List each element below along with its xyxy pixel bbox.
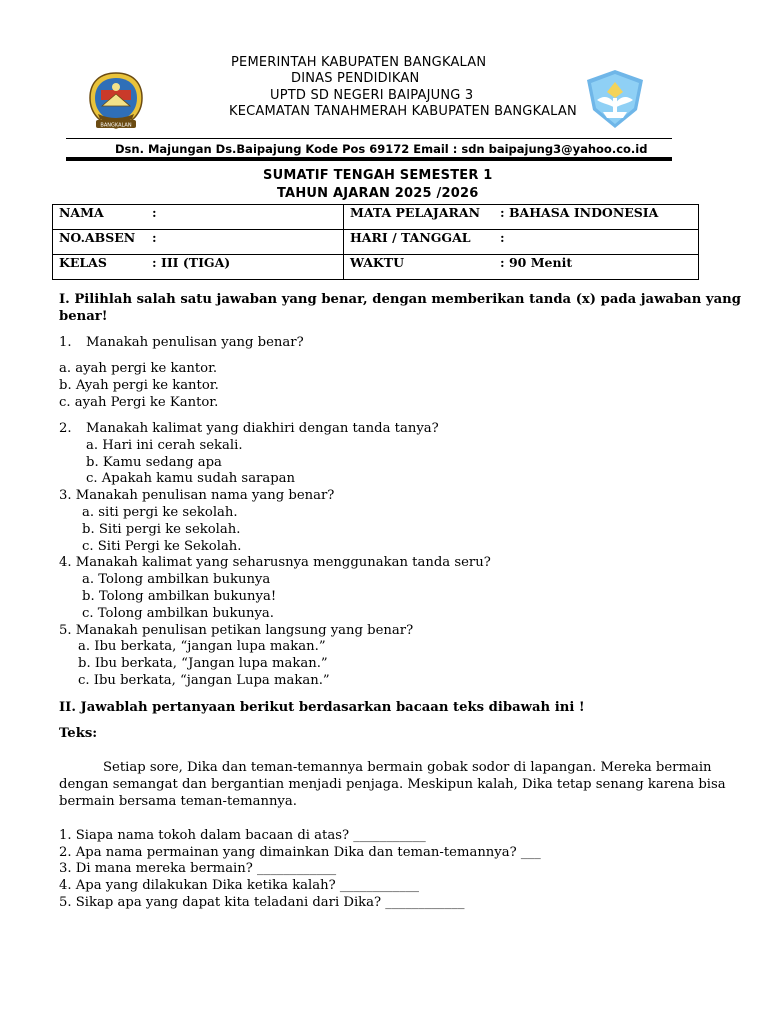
date-value: : bbox=[500, 230, 505, 245]
tut-wuri-handayani-logo bbox=[583, 68, 647, 130]
q5-option-a[interactable]: a. Ibu berkata, “jangan lupa makan.” bbox=[78, 639, 326, 654]
q2-number: 2. bbox=[59, 421, 72, 436]
q2-text: Manakah kalimat yang diakhiri dengan tanda tanya? bbox=[86, 421, 439, 436]
time-value: : 90 Menit bbox=[500, 255, 573, 270]
q1-option-c[interactable]: c. ayah Pergi ke Kantor. bbox=[59, 395, 219, 410]
time-label: WAKTU bbox=[350, 255, 405, 270]
q3-option-a[interactable]: a. siti pergi ke sekolah. bbox=[82, 505, 238, 520]
q2-option-a[interactable]: a. Hari ini cerah sekali. bbox=[86, 438, 243, 453]
header-divider-thick bbox=[66, 157, 672, 161]
letterhead-district: KECAMATAN TANAHMERAH KABUPATEN BANGKALAN bbox=[229, 104, 577, 119]
q1-number: 1. bbox=[59, 335, 72, 350]
table-row bbox=[53, 205, 699, 230]
exam-title: SUMATIF TENGAH SEMESTER 1 bbox=[263, 168, 493, 183]
table-row bbox=[53, 255, 699, 280]
q4-option-b[interactable]: b. Tolong ambilkan bukunya! bbox=[82, 589, 277, 604]
name-label: NAMA bbox=[59, 205, 104, 220]
subject-cell bbox=[344, 205, 699, 230]
q2-option-b[interactable]: b. Kamu sedang apa bbox=[86, 455, 222, 470]
essay-question-4: 4. Apa yang dilakukan Dika ketika kalah? ____________ bbox=[59, 878, 420, 893]
q5-option-c[interactable]: c. Ibu berkata, “jangan Lupa makan.” bbox=[78, 673, 330, 688]
table-row bbox=[53, 230, 699, 255]
class-value: : III (TIGA) bbox=[152, 255, 231, 270]
logo-label: BANGKALAN bbox=[100, 122, 132, 129]
essay-question-2: 2. Apa nama permainan yang dimainkan Dika dan teman-temannya? ___ bbox=[59, 845, 541, 860]
q1-text: Manakah penulisan yang benar? bbox=[86, 335, 304, 350]
section1-instruction: I. Pilihlah salah satu jawaban yang benar, dengan memberikan tanda (x) pada jawaban yang bbox=[59, 292, 741, 307]
bangkalan-regency-logo bbox=[86, 70, 146, 132]
q4-text: 4. Manakah kalimat yang seharusnya menggunakan tanda seru? bbox=[59, 555, 491, 570]
passage-line: Setiap sore, Dika dan teman-temannya bermain gobak sodor di lapangan. Mereka bermain bbox=[103, 760, 712, 775]
date-cell[interactable] bbox=[344, 230, 699, 255]
passage-line: bermain bersama teman-temannya. bbox=[59, 794, 297, 809]
subject-value: : BAHASA INDONESIA bbox=[500, 205, 659, 220]
section1-instruction-cont: benar! bbox=[59, 309, 108, 324]
q5-text: 5. Manakah penulisan petikan langsung yang benar? bbox=[59, 623, 414, 638]
time-cell bbox=[344, 255, 699, 280]
exam-year: TAHUN AJARAN 2025 /2026 bbox=[277, 186, 479, 201]
q4-option-c[interactable]: c. Tolong ambilkan bukunya. bbox=[82, 606, 274, 621]
student-info-table bbox=[52, 204, 699, 280]
q3-text: 3. Manakah penulisan nama yang benar? bbox=[59, 488, 335, 503]
letterhead-school: UPTD SD NEGERI BAIPAJUNG 3 bbox=[270, 88, 474, 103]
header-divider-thin bbox=[66, 138, 672, 139]
absence-number-label: NO.ABSEN bbox=[59, 230, 136, 245]
absence-number-value: : bbox=[152, 230, 157, 245]
q2-option-c[interactable]: c. Apakah kamu sudah sarapan bbox=[86, 471, 296, 486]
q4-option-a[interactable]: a. Tolong ambilkan bukunya bbox=[82, 572, 271, 587]
text-label: Teks: bbox=[59, 726, 98, 741]
letterhead-government: PEMERINTAH KABUPATEN BANGKALAN bbox=[231, 55, 487, 70]
date-label: HARI / TANGGAL bbox=[350, 230, 471, 245]
q3-option-c[interactable]: c. Siti Pergi ke Sekolah. bbox=[82, 539, 242, 554]
passage-line: dengan semangat dan bergantian menjadi penjaga. Meskipun kalah, Dika tetap senang karena bisa bbox=[59, 777, 726, 792]
q5-option-b[interactable]: b. Ibu berkata, “Jangan lupa makan.” bbox=[78, 656, 328, 671]
q3-option-b[interactable]: b. Siti pergi ke sekolah. bbox=[82, 522, 241, 537]
class-label: KELAS bbox=[59, 255, 107, 270]
name-cell[interactable] bbox=[53, 205, 344, 230]
letterhead-address: Dsn. Majungan Ds.Baipajung Kode Pos 69172 Email : sdn baipajung3@yahoo.co.id bbox=[115, 142, 648, 156]
q1-option-a[interactable]: a. ayah pergi ke kantor. bbox=[59, 361, 218, 376]
essay-question-3: 3. Di mana mereka bermain? ____________ bbox=[59, 861, 337, 876]
name-value: : bbox=[152, 205, 157, 220]
subject-label: MATA PELAJARAN bbox=[350, 205, 481, 220]
absence-number-cell[interactable] bbox=[53, 230, 344, 255]
essay-question-5: 5. Sikap apa yang dapat kita teladani dari Dika? ____________ bbox=[59, 895, 465, 910]
class-cell bbox=[53, 255, 344, 280]
q1-option-b[interactable]: b. Ayah pergi ke kantor. bbox=[59, 378, 219, 393]
section2-instruction: II. Jawablah pertanyaan berikut berdasarkan bacaan teks dibawah ini ! bbox=[59, 700, 585, 715]
letterhead-department: DINAS PENDIDIKAN bbox=[291, 71, 420, 86]
essay-question-1: 1. Siapa nama tokoh dalam bacaan di atas? ___________ bbox=[59, 828, 426, 843]
